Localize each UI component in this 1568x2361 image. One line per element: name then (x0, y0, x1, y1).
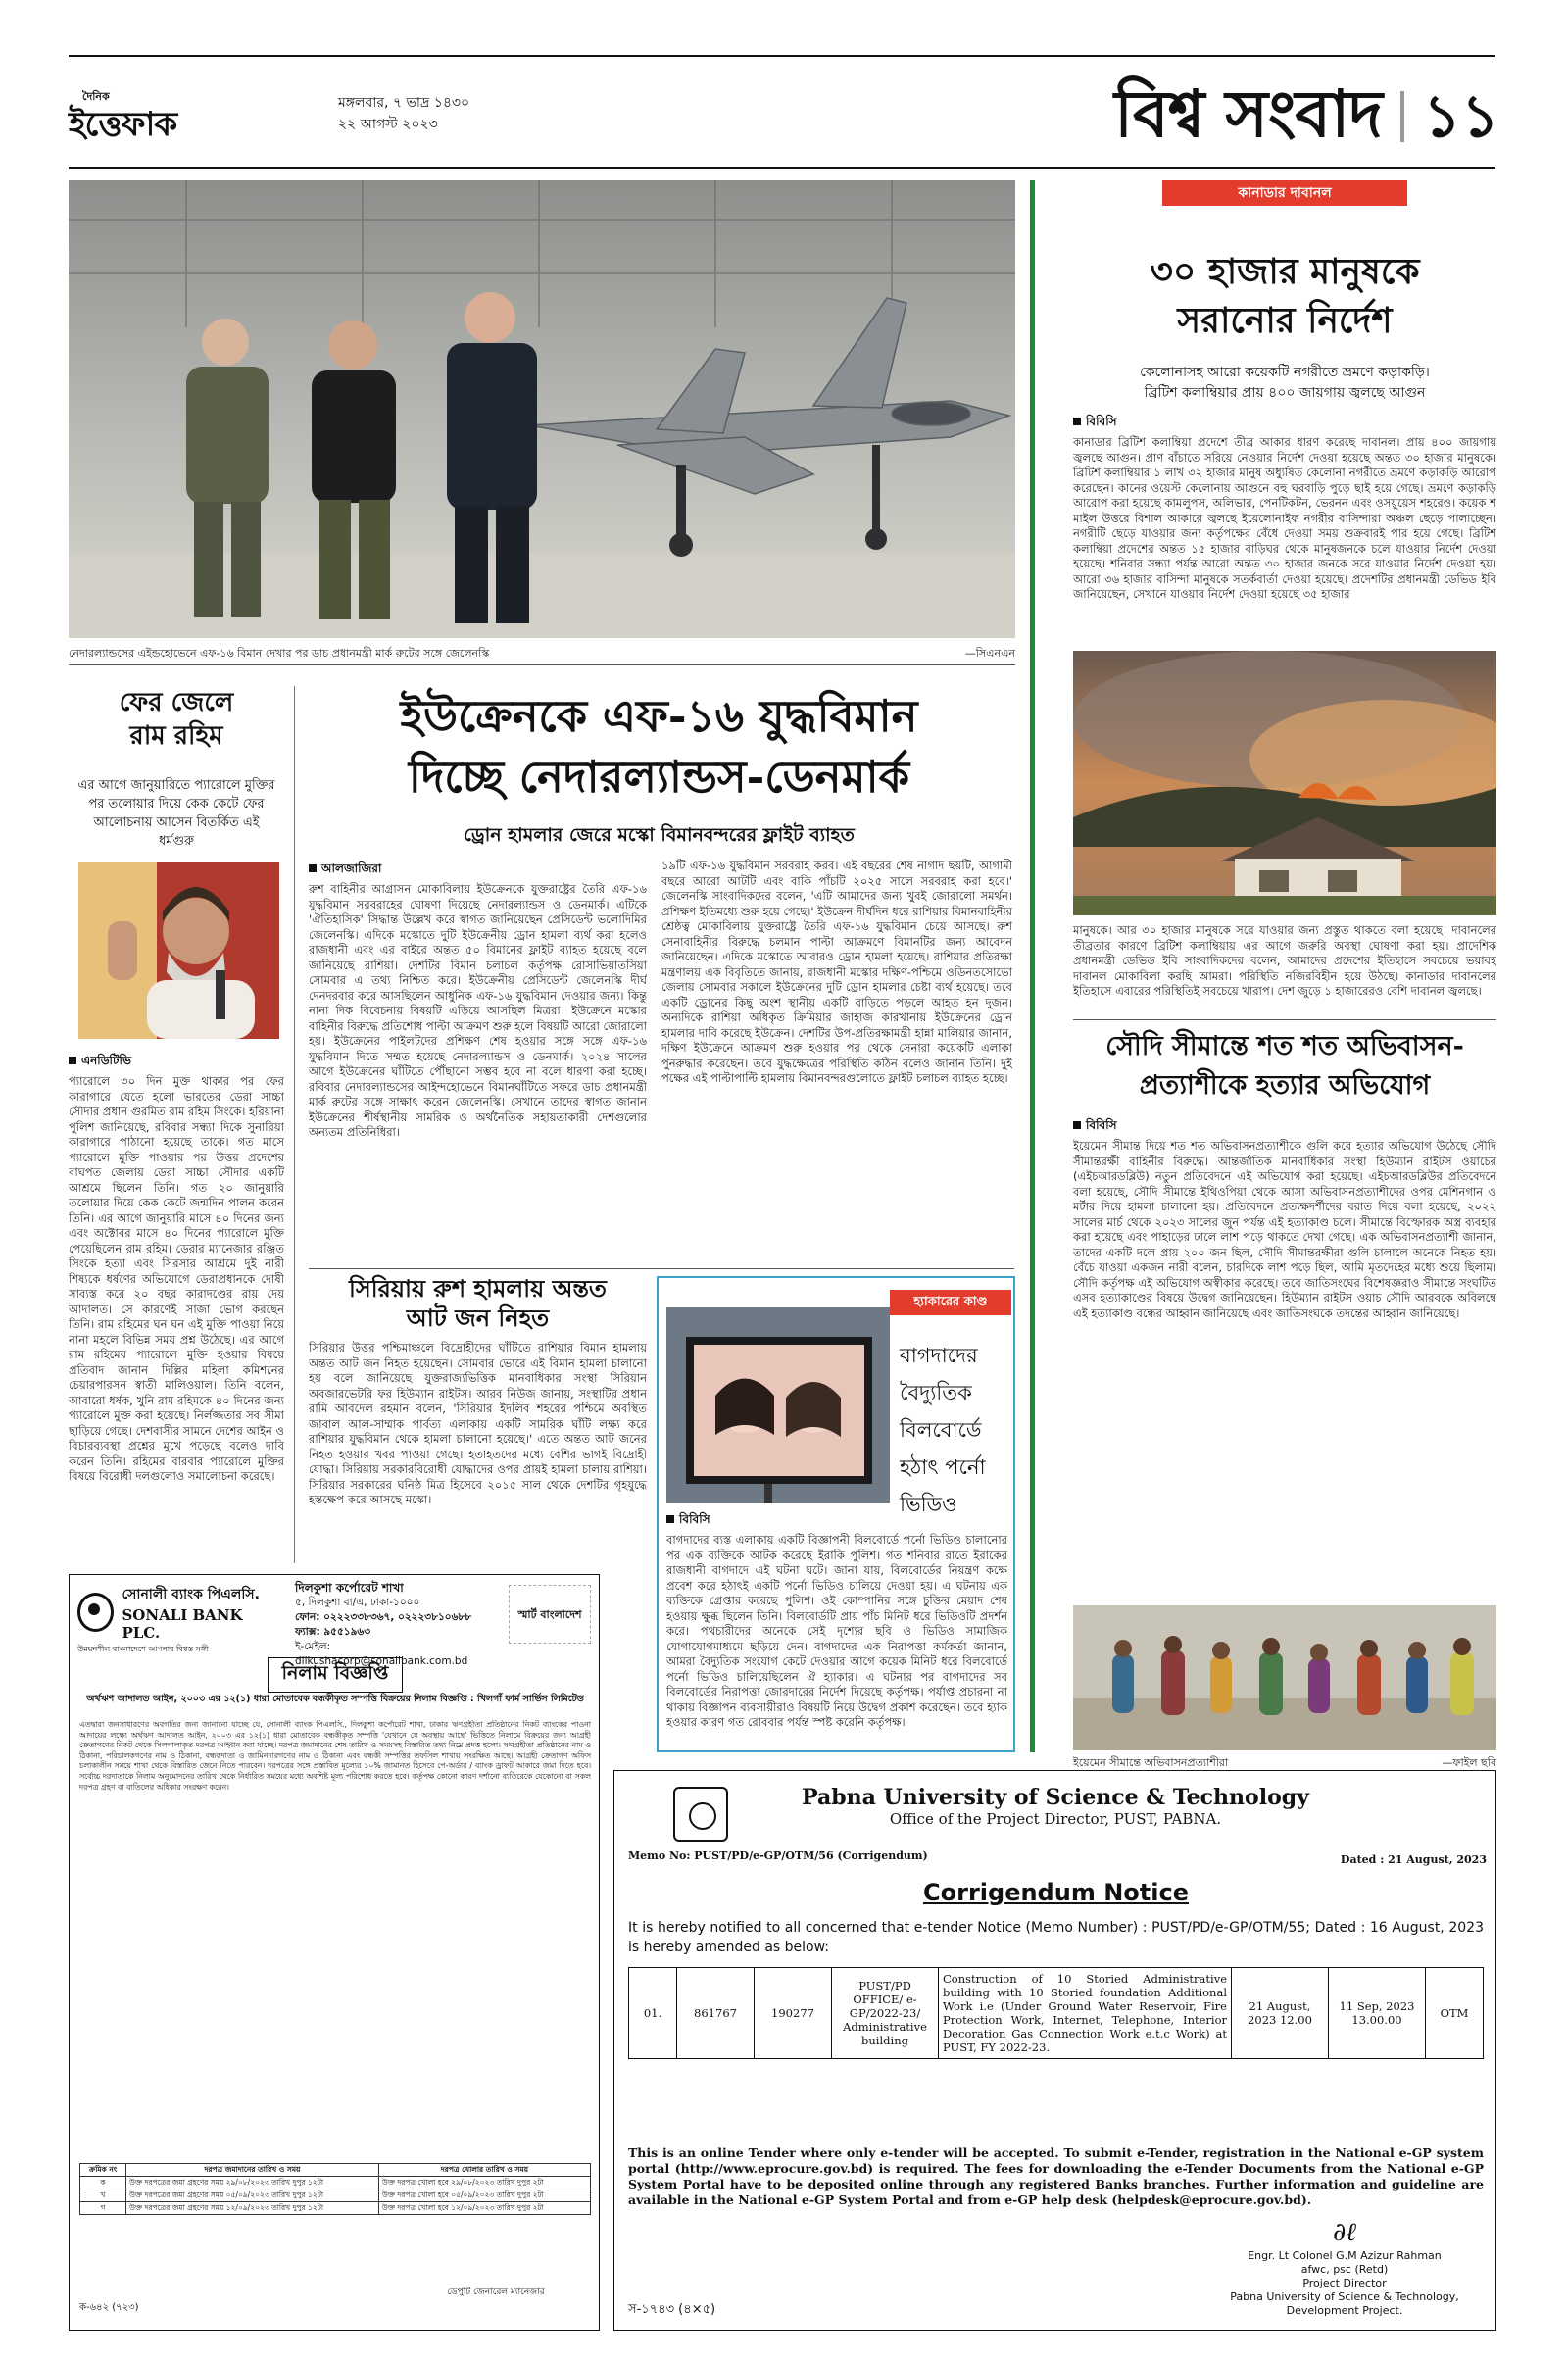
amendment-description: Construction of 10 Storied Administrative building with 10 Storied foundation Additional Work i.e (Under Ground Water Reservoir, Fire Protection Work, Internet, Telephone, Interior Decoration Gas Connection Work e.t.c Work) at PUST, FY 2022-23. (939, 1968, 1232, 2059)
hacker-kicker: হ্যাকারের কাণ্ড (890, 1290, 1011, 1315)
pust-office: Office of the Project Director, PUST, PABNA. (889, 1810, 1222, 1828)
pust-title-wrap (614, 1879, 1496, 1906)
syria-headline-line2: আট জন নিহত (406, 1303, 550, 1332)
lead-photo-caption: নেদারল্যান্ডসের এইন্ডহোভেনে এফ-১৬ বিমান দেখার পর ডাচ প্রধানমন্ত্রী মার্ক রুটের সঙ্গে জেলেনস্কি (69, 647, 490, 660)
saudi-byline: বিবিসি (1073, 1117, 1496, 1137)
auction-title-wrap (70, 1657, 600, 1693)
auction-intro: অর্থঋণ আদালত আইন, ২০০৩ এর ১২(১) ধারা মোতাবেক বন্ধকীকৃত সম্পত্তি বিক্রয়ের নিলাম বিজ্ঞপ্তি : খিলগাঁ ফার্ম সার্ভিস লিমিটেড (86, 1694, 584, 1704)
bank-logo-icon (77, 1593, 114, 1632)
newspaper-logo (69, 88, 284, 147)
top-rule (69, 55, 1495, 57)
schedule-header-serial: ক্রমিক নং (80, 2164, 126, 2177)
pust-logo-icon (673, 1787, 728, 1842)
migrants-photo (1073, 1605, 1496, 1750)
saudi-headline (1073, 1027, 1496, 1106)
migrants-caption: ইয়েমেন সীমান্তে অভিবাসনপ্রত্যাশীরা (1073, 1756, 1229, 1769)
pust-university: Pabna University of Science & Technology (802, 1785, 1309, 1810)
schedule-cell: উক্ত দরপত্রের জমা গ্রহণের সময় ২৯/০৮/২০২৩ তারিখ দুপুর ১২টা (126, 2177, 379, 2189)
logo-small: দৈনিক (82, 90, 110, 103)
ram-rahim-headline-line1: ফের জেলে (119, 688, 234, 717)
canada-headline-line1: ৩০ হাজার মানুষকে (1150, 251, 1420, 292)
lead-photo-image (69, 180, 1015, 638)
masthead-bottom-rule (69, 167, 1495, 169)
branch-email: ই-মেইল: dilkushacorp@sonalibank.com.bd (295, 1641, 468, 1667)
ram-rahim-headline (69, 686, 284, 753)
ram-rahim-body: প্যারোলে ৩০ দিন মুক্ত থাকার পর ফের কারাগারে যেতে হলো ভারতের ডেরা সাচ্চা সৌদার প্রধান গুরমিত রাম রহিম সিংকে। হরিয়ানা পুলিশ জানিয়েছে, রবিবার সন্ধ্যা দিকে সুনারিয়া কারাগারে পাঠানো হয়েছে তাকে। গত মাসে প্যারোলে মুক্তি পাওয়ার পর উত্তর প্রদেশের বাঘপত জেলায় ডেরা সাচ্চা সৌদার একটি আশ্রমে ছিলেন তিনি। গত ২০ জানুয়ারি তলোয়ার দিয়ে কেক কেটে জন্মদিন পালন করেন তিনি। এর আগে জানুয়ারি মাসে ৪০ দিনের জন্য এবং অক্টোবর মাসে ৪০ দিনের প্যারোলে মুক্তি পেয়েছিলেন রাম রহিম। ডেরার ম্যানেজার রঞ্জিত সিংকে হত্যা এবং সিরসার আশ্রমে দুই নারী শিষ্যকে ধর্ষণের অভিযোগে ডেরাপ্রধানকে দোষী সাব্যস্ত করে ২০ বছর কারাদণ্ডের রায় দেয় আদালত। সে কারণেই সাজা ভোগ করছেন তিনি। রাম রহিমের ঘন ঘন এই মুক্তি পাওয়া নিয়ে নানা মহলে বিভিন্ন সময় প্রশ্ন উঠেছে। এর আগে রাম রহিমের প্যারোলে মুক্তি হওয়ার বিষয়ে প্রতিবাদ জানান দিল্লির মহিলা কমিশনের চেয়ারপারসন স্বাতী মালিওয়াল। তিনি বলেন, আবারো ধর্ষক, খুনি রাম রহিমকে ৪০ দিনের জন্য প্যারোলে মুক্ত করা হয়েছে। নির্লজ্জতার সব সীমা ছাড়িয়ে গেছে। দেশবাসীর সামনে দেশের আইন ও বিচারব্যবস্থা প্রশ্নের মুখে পড়েছে বলেও দাবি করেন তিনি। রহিমের বারবার প্যারোলে মুক্তির বিষয়ে বিরোধী দলগুলোও সমালোচনা করেছে। (69, 1074, 284, 1483)
green-column-rule (1030, 180, 1035, 1752)
schedule-cell: উক্ত দরপত্র খোলা হবে ২৯/০৮/২০২৩ তারিখ দুপুর ২টা (378, 2177, 590, 2189)
schedule-cell: ক (80, 2177, 126, 2189)
lead-photo-credit: —সিএনএন (964, 647, 1015, 660)
amendment-row (629, 1968, 1484, 2059)
auction-title: নিলাম বিজ্ঞপ্তি (268, 1657, 404, 1693)
pust-title: Corrigendum Notice (923, 1879, 1189, 1906)
billboard-photo-image (666, 1307, 890, 1503)
schedule-cell: উক্ত দরপত্র খোলা হবে ০৫/০৯/২০২৩ তারিখ দুপুর ২টা (378, 2189, 590, 2202)
wildfire-photo (1073, 651, 1496, 915)
hacker-headline-line1: বাগদাদের (900, 1344, 978, 1367)
pust-note: This is an online Tender where only e-tender will be accepted. To submit e-Tender, registration in the National e-GP system portal (http://www.eprocure.gov.bd) is required. The fees for downloading the e-Tender Documents from the National e-GP System Portal have to be deposited online through any registered Banks branches. Further information and guideline are available in the National e-GP System Portal and from e-GP help desk (helpdesk@eprocure.gov.bd). (628, 2145, 1484, 2207)
hacker-headline-line2: বৈদ্যুতিক (900, 1381, 972, 1404)
schedule-cell: উক্ত দরপত্র খোলা হবে ১২/০৯/২০২৩ তারিখ দুপুর ২টা (378, 2202, 590, 2215)
amendment-old-date: 21 August, 2023 12.00 (1232, 1968, 1329, 2059)
schedule-cell: উক্ত দরপত্রের জমা গ্রহণের সময় ০৫/০৯/২০২৩ তারিখ দুপুর ১২টা (126, 2189, 379, 2202)
pust-intro: It is hereby notified to all concerned that e-tender Notice (Memo Number) : PUST/PD/e-GP/OTM/55; Dated : 16 August, 2023 is hereby amended as below: (628, 1920, 1484, 1955)
bank-name-en: SONALI BANK PLC. (122, 1606, 243, 1642)
schedule-header-submit: দরপত্র জমাদানের তারিখ ও সময় (126, 2164, 379, 2177)
amendment-tender-id: 861767 (677, 1968, 755, 2059)
migrants-credit: —ফাইল ছবি (1442, 1756, 1496, 1769)
schedule-row (80, 2177, 591, 2189)
amendment-serial: 01. (629, 1968, 677, 2059)
canada-deck-line1: কেলোনাসহ আরো কয়েকটি নগরীতে ভ্রমণে কড়াকড়ি। (1140, 365, 1430, 380)
caption-rule (69, 664, 1015, 665)
migrants-photo-image (1073, 1605, 1496, 1750)
date-bengali: মঙ্গলবার, ৭ ভাদ্র ১৪৩০ (338, 95, 470, 111)
syria-headline-line1: সিরিয়ায় রুশ হামলায় অন্তত (349, 1274, 607, 1303)
pust-amendment-table (628, 1967, 1484, 2059)
schedule-cell: খ (80, 2189, 126, 2202)
canada-kicker: কানাডার দাবানল (1162, 180, 1407, 206)
saudi-headline-line2: প্রত্যাশীকে হত্যার অভিযোগ (1139, 1070, 1431, 1101)
hacker-headline (900, 1337, 1015, 1523)
ram-rahim-photo-image (78, 862, 279, 1039)
hacker-body: বাগদাদের ব্যস্ত এলাকায় একটি বিজ্ঞাপনী বিলবোর্ডে পর্নো ভিডিও চালানোর পর এক ব্যক্তিকে আটক করেছে ইরাকি পুলিশ। গত শনিবার রাতে ইরাকের রাজধানী বাগদাদে এই ঘটনা ঘটে। জানা যায়, বিলবোর্ডের নিয়ন্ত্রণ কক্ষে প্রবেশ করে হঠাৎই একটি পর্নো ভিডিও চালিয়ে দেওয়া হয়। এ ঘটনায় এক ব্যক্তিকে গ্রেপ্তার করেছে পুলিশ। ওই কোম্পানির সঙ্গে চুক্তির মেয়াদ শেষ হওয়ায় ক্ষুব্ধ ছিলেন তিনি। বিলবোর্ডটি প্রায় পাঁচ মিনিট ধরে ভিডিওটি প্রদর্শন করে। পথচারীদের অনেকে সেই দৃশ্যের ছবি ও ভিডিও সামাজিক যোগাযোগমাধ্যমে ছড়িয়ে দেন। বাগদাদের এক নিরাপত্তা কর্মকর্তা জানান, আমরা বৈদ্যুতিক সংযোগ কেটে দেওয়ার আগে কয়েক মিনিট ধরে বিলবোর্ডে পর্নো ভিডিও চালিয়েছিলেন ঐ হ্যাকার। এ ঘটনার পর বাগদাদের সব বিলবোর্ডের নিরাপত্তা জোরদারের নির্দেশ দিয়েছে কর্তৃপক্ষ। পর্যাপ্ত প্রচারনা না থাকায় বিজ্ঞাপন ব্যবসায়ীরাও বিষয়টি নিয়ে উদ্বেগ প্রকাশ করেছেন। তবে হ্যাক হওয়ার কারণ গত রোববার পর্যন্ত স্পষ্ট করেনি কর্তৃপক্ষ। (666, 1533, 1007, 1729)
canada-byline: বিবিসি (1073, 414, 1496, 433)
pust-ad-code: স-১৭৪৩ (৪×৫) (628, 2302, 716, 2317)
schedule-cell: উক্ত দরপত্রের জমা গ্রহণের সময় ১২/০৯/২০২৩ তারিখ দুপুর ১২টা (126, 2202, 379, 2215)
wildfire-photo-image (1073, 651, 1496, 915)
lead-body-col1: রুশ বাহিনীর আগ্রাসন মোকাবিলায় ইউক্রেনকে যুক্তরাষ্ট্রের তৈরি এফ-১৬ যুদ্ধবিমান সরবরাহের ঘোষণা দিয়েছে নেদারল্যান্ডস ও ডেনমার্ক। এটিকে 'ঐতিহাসিক' সিদ্ধান্ত উল্লেখ করে স্বাগত জানিয়েছেন প্রেসিডেন্ট ভলোদিমির জেলেনস্কি। এদিকে মস্কোতে দুটি ইউক্রেনীয় ড্রোন হামলা ব্যর্থ করা হলেও রাজধানী এবং এর বাইরে অন্তত ৫০ বিমানের ফ্লাইট ব্যাহত হয়েছে বলে জানিয়েছে রাশিয়া। দেশটির বিমান চলাচল কর্তৃপক্ষ রোসাভিয়াতসিয়া সোমবার এ তথ্য নিশ্চিত করে। ইউক্রেনীয় প্রেসিডেন্ট জেলেনস্কি দীর্ঘ দেনদরবার করে আসছিলেন আধুনিক এফ-১৬ যুদ্ধবিমান দেওয়ার জন্য। কিন্তু নানা দিক বিবেচনায় বিষয়টি এড়িয়ে আসছিল মিত্ররা। ইউক্রেনে মস্কোর বাহিনীর বিরুদ্ধে প্রতিশোধ পাল্টা আক্রমণ শুরু হলে বিষয়টি আরো জোরালো হয়। ইউক্রেনের পাইলটদের প্রশিক্ষণ শেষ হওয়ার সঙ্গে সঙ্গে এফ-১৬ যুদ্ধবিমান দিতে সম্মত হয়েছে নেদারল্যান্ডস ও ডেনমার্ক। ২০২৪ সালের আগে ইউক্রেনের ঘাঁটিতে পৌঁছানো সম্ভব হবে না বলে ধারণা করা হচ্ছে। রবিবার নেদারল্যান্ডসের আইন্দহোভেনে বিমানঘাঁটিতে সফরে ডাচ প্রধানমন্ত্রী মার্ক রুটের সঙ্গে সাক্ষাৎ করেন জেলেনস্কি। সেখানে তাদের স্বাগত জানান ইউক্রেনের শীর্ষস্থানীয় সামরিক ও অর্থনৈতিক সহায়তাকারী দেশগুলোর অন্যতম প্রতিনিধিরা। (309, 882, 647, 1139)
lead-bottom-rule (309, 1268, 1014, 1269)
ad-code: ক-৬৪২ (৭২৩) (79, 2302, 139, 2313)
canada-body-2: মানুষকে। আর ৩০ হাজার মানুষকে সরে যাওয়ার জন্য প্রস্তুত থাকতে বলা হয়েছে। দাবানলের তীব্রতার কারণে ব্রিটিশ কলাম্বিয়ায় এর আগে জরুরি অবস্থা ঘোষণা করা হয়। প্রাদেশিক প্রধানমন্ত্রী ডেভিড ইবি সাংবাদিকদের বলেন, আমাদের প্রদেশের ইতিহাসে সবচেয়ে ভয়াবহ দাবানল মোকাবিলা করছি আমরা। পরিস্থিতি নজিরবিহীন হয়ে উঠছে। কানাডার দাবানলের ইতিহাসে এবারের পরিস্থিতিই সবচেয়ে খারাপ। দেশ জুড়ে ১ হাজারেরও বেশি দাবানল জ্বলছে। (1073, 923, 1496, 998)
canada-article (1073, 410, 1496, 653)
left-column-rule (294, 686, 295, 1563)
ram-rahim-photo (78, 862, 279, 1039)
auction-body: এতদ্বারা জনসাধারণের অবগতির জন্য জানানো যাচ্ছে যে, সোনালী ব্যাংক পিএলসি., দিলকুশা কর্পোরেট শাখা, ঢাকার ঋণগ্রহীতা প্রতিষ্ঠানের নিকট ব্যাংকের পাওনা আদায়ের লক্ষ্যে অর্থঋণ আদালত আইন, ২০০৩ এর ১২(১) ধারা মোতাবেক বন্ধকীকৃত সম্পত্তি 'যেখানে যে অবস্থায় আছে' ভিত্তিতে নিলামে বিক্রয়ের জন্য আগ্রহী ক্রেতাগণের নিকট থেকে সিলগালাকৃত দরপত্র আহ্বান করা যাচ্ছে। দরপত্র জমাদানের শেষ তারিখ ও সময়সহ বিস্তারিত তথ্য নিম্নে প্রদত্ত হলো। ঋণগ্রহীতা প্রতিষ্ঠানের নাম ও ঠিকানা, পরিচালকগণের নাম ও ঠিকানা, বন্ধকদাতা ও জামিনদারগণের নাম ও ঠিকানা এবং বন্ধকী সম্পত্তির তফসিল শাখায় সংরক্ষিত আছে। আগ্রহী ক্রেতাগণ অফিস চলাকালীন সময়ে শাখা থেকে বিস্তারিত জেনে নিতে পারবেন। দরপত্রের সঙ্গে প্রস্তাবিত মূল্যের ১০% জামানত হিসেবে পে-অর্ডার / ব্যাংক ড্রাফট আকারে জমা দিতে হবে। সর্বোচ্চ দরদাতাকে নিলাম অনুমোদনের তারিখ থেকে নির্ধারিত সময়ের মধ্যে অবশিষ্ট মূল্য পরিশোধ করতে হবে। কর্তৃপক্ষ কোনো কারণ দর্শানো ব্যতিরেকে যেকোনো বা সকল দরপত্র গ্রহণ বা বাতিলের অধিকার সংরক্ষণ করেন। (79, 1720, 591, 1792)
canada-body-1: কানাডার ব্রিটিশ কলাম্বিয়া প্রদেশে তীব্র আকার ধারণ করেছে দাবানল। প্রায় ৪০০ জায়গায় জ্বলছে আগুন। প্রাণ বাঁচাতে সরিয়ে নেওয়ার নির্দেশ দেওয়া হয়েছে অন্তত ৩০ হাজার মানুষকে। ব্রিটিশ কলাম্বিয়ার ১ লাখ ৩২ হাজার মানুষ অধ্যুষিত কেলোনা নগরীতে ভ্রমণে কড়াকড়ি আরোপ করেছেন। কানের ওয়েস্ট কেলোনায় আগুনে বহু ঘরবাড়ি পুড়ে ছাই হয়ে গেছে। ভ্রমণে কড়াকড়ি আরোপ করা হয়েছে কামলুপস, অলিভার, পেনটিকটন, ভেরনন এবং ওসয়ুয়েস শহরেও। কয়েক শ মাইল উত্তরে বিশাল আকারে জ্বলছে ইয়েলোনাইফ নগরীর বাসিন্দারা অঞ্চল ছেড়ে পালাচ্ছেন। নগরীটি ছেড়ে যাওয়ার জন্য কর্তৃপক্ষের বেঁধে দেওয়া সময় শুক্রবারই পার হয়ে গেছে। ব্রিটিশ কলাম্বিয়া প্রদেশের অন্তত ১৫ হাজার বাড়িঘর থেকে মানুষজনকে চলে যাওয়ার নির্দেশ দেওয়া হয়েছে। শনিবার সন্ধ্যা পর্যন্ত আরো অন্তত ৩০ হাজার জনকে সরে যাওয়ার নির্দেশ দেওয়া হয়। আরো ৩৬ হাজার বাসিন্দা মানুষকে সতর্কবার্তা দেওয়া হয়েছে। প্রদেশটির প্রধানমন্ত্রী ডেভিড ইবি জানিয়েছেন, সেখানে যাওয়ার নির্দেশ দেওয়া হয়েছে ৩৫ হাজার (1073, 435, 1496, 601)
hacker-headline-line3: বিলবোর্ডে (900, 1418, 982, 1442)
billboard-photo (666, 1307, 890, 1503)
pust-memo: Memo No: PUST/PD/e-GP/OTM/56 (Corrigendum) (628, 1849, 928, 1862)
amendment-new-date: 11 Sep, 2023 13.00.00 (1329, 1968, 1426, 2059)
lead-headline-line1: ইউক্রেনকে এফ-১৬ যুদ্ধবিমান (400, 690, 918, 742)
pust-corrigendum-ad (613, 1770, 1496, 2331)
syria-body: সিরিয়ার উত্তর পশ্চিমাঞ্চলে বিদ্রোহীদের ঘাঁটিতে রাশিয়ার বিমান হামলায় অন্তত আট জন নিহত হয়েছেন। সোমবার ভোরে এই বিমান হামলা চালানো হয় বলে জানিয়েছে যুক্তরাজ্যভিত্তিক মানবাধিকার সংস্থা সিরিয়ান অবজারভেটরি ফর হিউম্যান রাইটস। আরব নিউজ জানায়, সংস্থাটির প্রধান রামি আবদেল রহমান বলেন, 'সিরিয়ার ইদলিব শহরের পশ্চিমে অবস্থিত জাবাল আল-সাম্মাক পার্বত্য এলাকায় একটি সামরিক ঘাঁটি লক্ষ্য করে রাশিয়ার যুদ্ধবিমান থেকে হামলা চালানো হয়েছে।' এতে অন্তত আট জনের নিহত হওয়ার খবর পাওয়া গেছে। হতাহতদের মধ্যে বেশির ভাগই বিদ্রোহী যোদ্ধা। সিরিয়ায় সরকারবিরোধী যোদ্ধাদের ওপর প্রায়ই হামলা চালায় রাশিয়া। সিরিয়ার সরকারের ঘনিষ্ঠ মিত্র হিসেবে ২০১৫ সাল থেকে দেশটির গৃহযুদ্ধে হস্তক্ষেপ করে আসছে মস্কো। (309, 1341, 647, 1506)
pust-signature-block (1202, 2216, 1487, 2318)
pust-dated: Dated : 21 August, 2023 (1340, 1853, 1487, 1866)
canada-deck-line2: ব্রিটিশ কলাম্বিয়ার প্রায় ৪০০ জায়গায় জ্বলছে আগুন (1144, 385, 1426, 401)
lead-subhead: ড্রোন হামলার জেরে মস্কো বিমানবন্দরের ফ্লাইট ব্যাহত (464, 824, 855, 846)
issue-date (338, 92, 593, 135)
pust-header (752, 1785, 1359, 1828)
section-header (1039, 65, 1499, 163)
saudi-headline-line1: সৌদি সীমান্তে শত শত অভিবাসন- (1105, 1031, 1464, 1061)
bank-name-bn: সোনালী ব্যাংক পিএলসি. (122, 1587, 260, 1602)
lead-body-col2: ১৯টি এফ-১৬ যুদ্ধবিমান সরবরাহ করব। এই বছরের শেষ নাগাদ ছয়টি, আগামী বছরে আরো আটটি এবং বাকি পাঁচটি ২০২৫ সালে সরবরাহ করা হবে।' জেলেনস্কি সাংবাদিকদের বলেন, 'এটি আমাদের জন্য খুবই জোরালো সমর্থন। প্রশিক্ষণ ইতিমধ্যে শুরু হয়ে গেছে।' ইউক্রেন দীর্ঘদিন ধরে রাশিয়ার বিমানবাহিনীর শ্রেষ্ঠত্ব মোকাবিলায় যুক্তরাষ্ট্রে তৈরি এফ-১৬ যুদ্ধবিমান চেয়ে আসছে। রুশ সেনাবাহিনীর বিরুদ্ধে চলমান পাল্টা আক্রমণে বিমানটির জন্য আবেদন জানিয়েছেন। এদিকে মস্কোতে আবারও ড্রোন হামলা হয়েছে। রাশিয়ার প্রতিরক্ষা মন্ত্রণালয় এক বিবৃতিতে জানায়, রাজধানী মস্কোর দক্ষিণ-পশ্চিমে ওডিনতসোভো জেলায় সোমবার সকালে ইউক্রেনের দুটি ড্রোন হামলার চেষ্টা ব্যর্থ হয়েছে। তবে একটি ড্রোনের কিছু অংশ স্থানীয় একটি বাড়িতে পড়লে আহত হন দুজন। অন্যদিকে রাশিয়া অধিকৃত ক্রিমিয়ার জাহাজ কারখানায় ইউক্রেনের ড্রোন হামলার দাবি করেছে ইউক্রেন। দেশটির উপ-প্রতিরক্ষামন্ত্রী হান্না মালিয়ার জানান, দক্ষিণ ইউক্রেনে আক্রমণ শুরু হওয়ার পর থেকে সেনারা কয়েকটি এলাকা পুনরুদ্ধার করেছেন। তবে যুদ্ধক্ষেত্রের পরিস্থিতি কঠিন বলেও জানান তিনি। দুই পক্ষের এই পাল্টাপাল্টি হামলায় বিমানবন্দরগুলোতে ফ্লাইট চলাচল ব্যাহত হচ্ছে। (662, 859, 1012, 1085)
branch-address: ৫, দিলকুশা বা/এ, ঢাকা-১০০০ (295, 1597, 420, 1608)
lead-photo (69, 180, 1015, 638)
sign-name: Engr. Lt Colonel G.M Azizur Rahman (1248, 2249, 1442, 2262)
lead-byline: আলজাজিরা (309, 861, 647, 880)
section-title: বিশ্ব সংবাদ (1114, 75, 1382, 152)
hacker-headline-line4: হঠাৎ পর্নো (900, 1455, 986, 1479)
lead-headline (309, 686, 1009, 808)
saudi-body: ইয়েমেন সীমান্ত দিয়ে শত শত অভিবাসনপ্রত্যাশীকে গুলি করে হত্যার অভিযোগ উঠেছে সৌদি সীমান্তরক্ষী বাহিনীর বিরুদ্ধে। আন্তর্জাতিক মানবাধিকার সংস্থা হিউম্যান রাইটস ওয়াচের (এইচআরডব্লিউ) নতুন প্রতিবেদনে এই অভিযোগ করা হয়েছে। এইচআরডব্লিউর প্রতিবেদনে বলা হয়েছে, সৌদি সীমান্তে ইথিওপিয়া থেকে আসা অভিবাসনপ্রত্যাশীদের ওপর মেশিনগান ও মর্টার দিয়ে হামলা চালানো হয়। প্রতিবেদনে প্রত্যক্ষদর্শীদের বরাত দিয়ে বলা হয়েছে, ২০২২ সালের মার্চ থেকে ২০২৩ সালের জুন পর্যন্ত এই হত্যাকাণ্ড চলে। সীমান্তে বিস্ফোরক অস্ত্র ব্যবহার করা হয়েছে এবং পাহাড়ের ঢালে লাশ পড়ে থাকতে দেখা গেছে। এক অভিবাসনপ্রত্যাশী জানান, তাদের একটি দলে প্রায় ২০০ জন ছিল, সৌদি সীমান্তরক্ষীরা গুলি চালালে অনেকে নিহত হয়। বেঁচে যাওয়া একজন নারী বলেন, চারদিকে লাশ পড়ে ছিল, আমি মৃতদেহের মধ্যে শুয়ে ছিলাম। সৌদি কর্তৃপক্ষ এই অভিযোগ অস্বীকার করেছে। তবে জাতিসংঘের বিশেষজ্ঞরাও সীমান্তে সংঘটিত এসব হত্যাকাণ্ডের বিষয়ে উদ্বেগ জানিয়েছেন। হিউম্যান রাইটস ওয়াচ সৌদি আরবকে অবিলম্বে এই হত্যাকাণ্ড বন্ধের আহ্বান জানিয়েছে এবং জাতিসংঘকে তদন্তের আহ্বান জানিয়েছে। (1073, 1139, 1496, 1320)
bank-logo-block (77, 1583, 273, 1656)
amendment-reference: PUST/PD OFFICE/ e-GP/2022-23/ Administrative building (832, 1968, 939, 2059)
auction-schedule-table (79, 2163, 591, 2215)
page-number: ১১ (1423, 82, 1499, 151)
smart-bangladesh-logo: স্মার্ট বাংলাদেশ (509, 1585, 591, 1644)
lead-headline-line2: দিচ্ছে নেদারল্যান্ডস-ডেনমার্ক (408, 751, 910, 803)
schedule-row (80, 2189, 591, 2202)
canada-headline-line2: সরানোর নির্দেশ (1177, 300, 1393, 341)
hacker-byline: বিবিসি (666, 1511, 1007, 1531)
ram-rahim-byline: এনডিটিভি (69, 1053, 284, 1072)
sonali-bank-auction-ad (69, 1574, 600, 2331)
canada-deck (1073, 363, 1496, 404)
canada-headline (1073, 247, 1496, 345)
canada-kicker-box (1073, 180, 1496, 235)
sign-org: Pabna University of Science & Technology, Development Project. (1230, 2290, 1459, 2317)
saudi-article (1073, 1113, 1496, 1611)
signature-mark-icon: ∂ℓ (1332, 2218, 1357, 2247)
branch-fax: ফ্যাক্স: ৯৫৫১৯৬৩ (295, 1626, 371, 1638)
hacker-article (666, 1507, 1007, 1750)
logo-main: ইত্তেফাক (69, 105, 177, 144)
hacker-story-box (657, 1276, 1015, 1752)
ram-rahim-article (69, 1049, 284, 1521)
schedule-header-open: দরপত্র খোলার তারিখ ও সময় (378, 2164, 590, 2177)
lead-column-1 (309, 857, 647, 1266)
branch-phone: ফোন: ০২২২৩৩৮৩৬৭, ০২২২৩৮১০৬৮৮ (295, 1611, 472, 1623)
branch-contact (295, 1581, 501, 1669)
sign-title: Project Director (1302, 2277, 1387, 2289)
section-divider (1400, 91, 1404, 142)
canada-bottom-rule (1073, 1019, 1496, 1020)
ram-rahim-headline-line2: রাম রহিম (129, 721, 223, 751)
syria-headline (309, 1274, 647, 1333)
ad-signatory: ডেপুটি জেনারেল ম্যানেজার (447, 2287, 545, 2297)
amendment-method: OTM (1426, 1968, 1484, 2059)
hacker-headline-line5: ভিডিও (900, 1493, 957, 1516)
bank-tagline: উন্নয়নশীল বাংলাদেশে আপনার বিশ্বস্ত সঙ্গী (77, 1645, 209, 1653)
amendment-package-id: 190277 (755, 1968, 832, 2059)
ram-rahim-deck: এর আগে জানুয়ারিতে প্যারোলে মুক্তির পর তলোয়ার দিয়ে কেক কেটে ফের আলোচনায় আসেন বিতর্কিত এই ধর্মগুরু (77, 778, 275, 849)
schedule-cell: গ (80, 2202, 126, 2215)
branch-name: দিলকুশা কর্পোরেট শাখা (295, 1581, 404, 1595)
date-english: ২২ আগস্ট ২০২৩ (338, 117, 438, 132)
schedule-row (80, 2202, 591, 2215)
sign-rank: afwc, psc (Retd) (1300, 2263, 1389, 2276)
